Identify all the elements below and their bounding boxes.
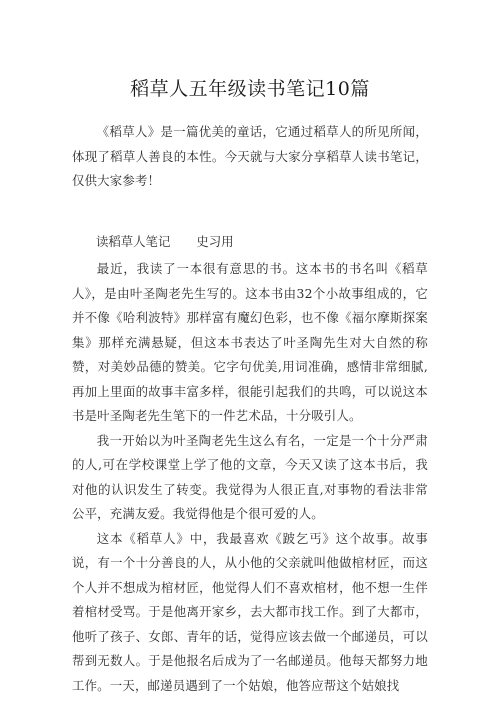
intro-paragraph: 《稻草人》是一篇优美的童话，它通过稻草人的所见所闻，体现了稻草人善良的本性。今天就与大家分享稻草人读书笔记，仅供大家参考！	[72, 124, 428, 188]
body-paragraph-3: 这本《稻草人》中，我最喜欢《跛乞丐》这个故事。故事说，有一个十分善良的人，从小他的父亲就叫他做棺材匠，而这个人并不想成为棺材匠，他觉得人们不喜欢棺材，他不想一生伴着棺材受骂。于是他离开家乡，去大都市找工作。到了大都市，他听了孩子、女郎、青年的话，觉得应该去做一个邮递员，可以帮到无数人。于是他报名后成为了一名邮递员。他每天都努力地工作。一天，邮递员遇到了一个姑娘，他答应帮这个姑娘找	[72, 530, 428, 693]
body-paragraph-1: 最近，我读了一本很有意思的书。这本书的书名叫《稻草人》，是由叶圣陶老先生写的。这本书由32个小故事组成的，它并不像《哈利波特》那样富有魔幻色彩，也不像《福尔摩斯探案集》那样充满悬疑，但这本书表达了叶圣陶先生对大自然的称赞，对美妙品德的赞美。它字句优美,用词准确，感情非常细腻,再加上里面的故事丰富多样，很能引起我们的共鸣，可以说这本书是叶圣陶老先生笔下的一件艺术品，十分吸引人。	[72, 261, 428, 423]
section-heading-text: 读稻草人笔记	[96, 233, 171, 249]
document-title: 稻草人五年级读书笔记10篇	[130, 78, 370, 100]
section-author: 史习用	[196, 233, 234, 249]
section-heading	[72, 230, 428, 255]
body-paragraph-2: 我一开始以为叶圣陶老先生这么有名，一定是一个十分严肃的人,可在学校课堂上学了他的文章，今天又读了这本书后，我对他的认识发生了转变。我觉得为人很正直,对事物的看法非常公平，充满友爱。我觉得他是个很可爱的人。	[72, 432, 428, 521]
